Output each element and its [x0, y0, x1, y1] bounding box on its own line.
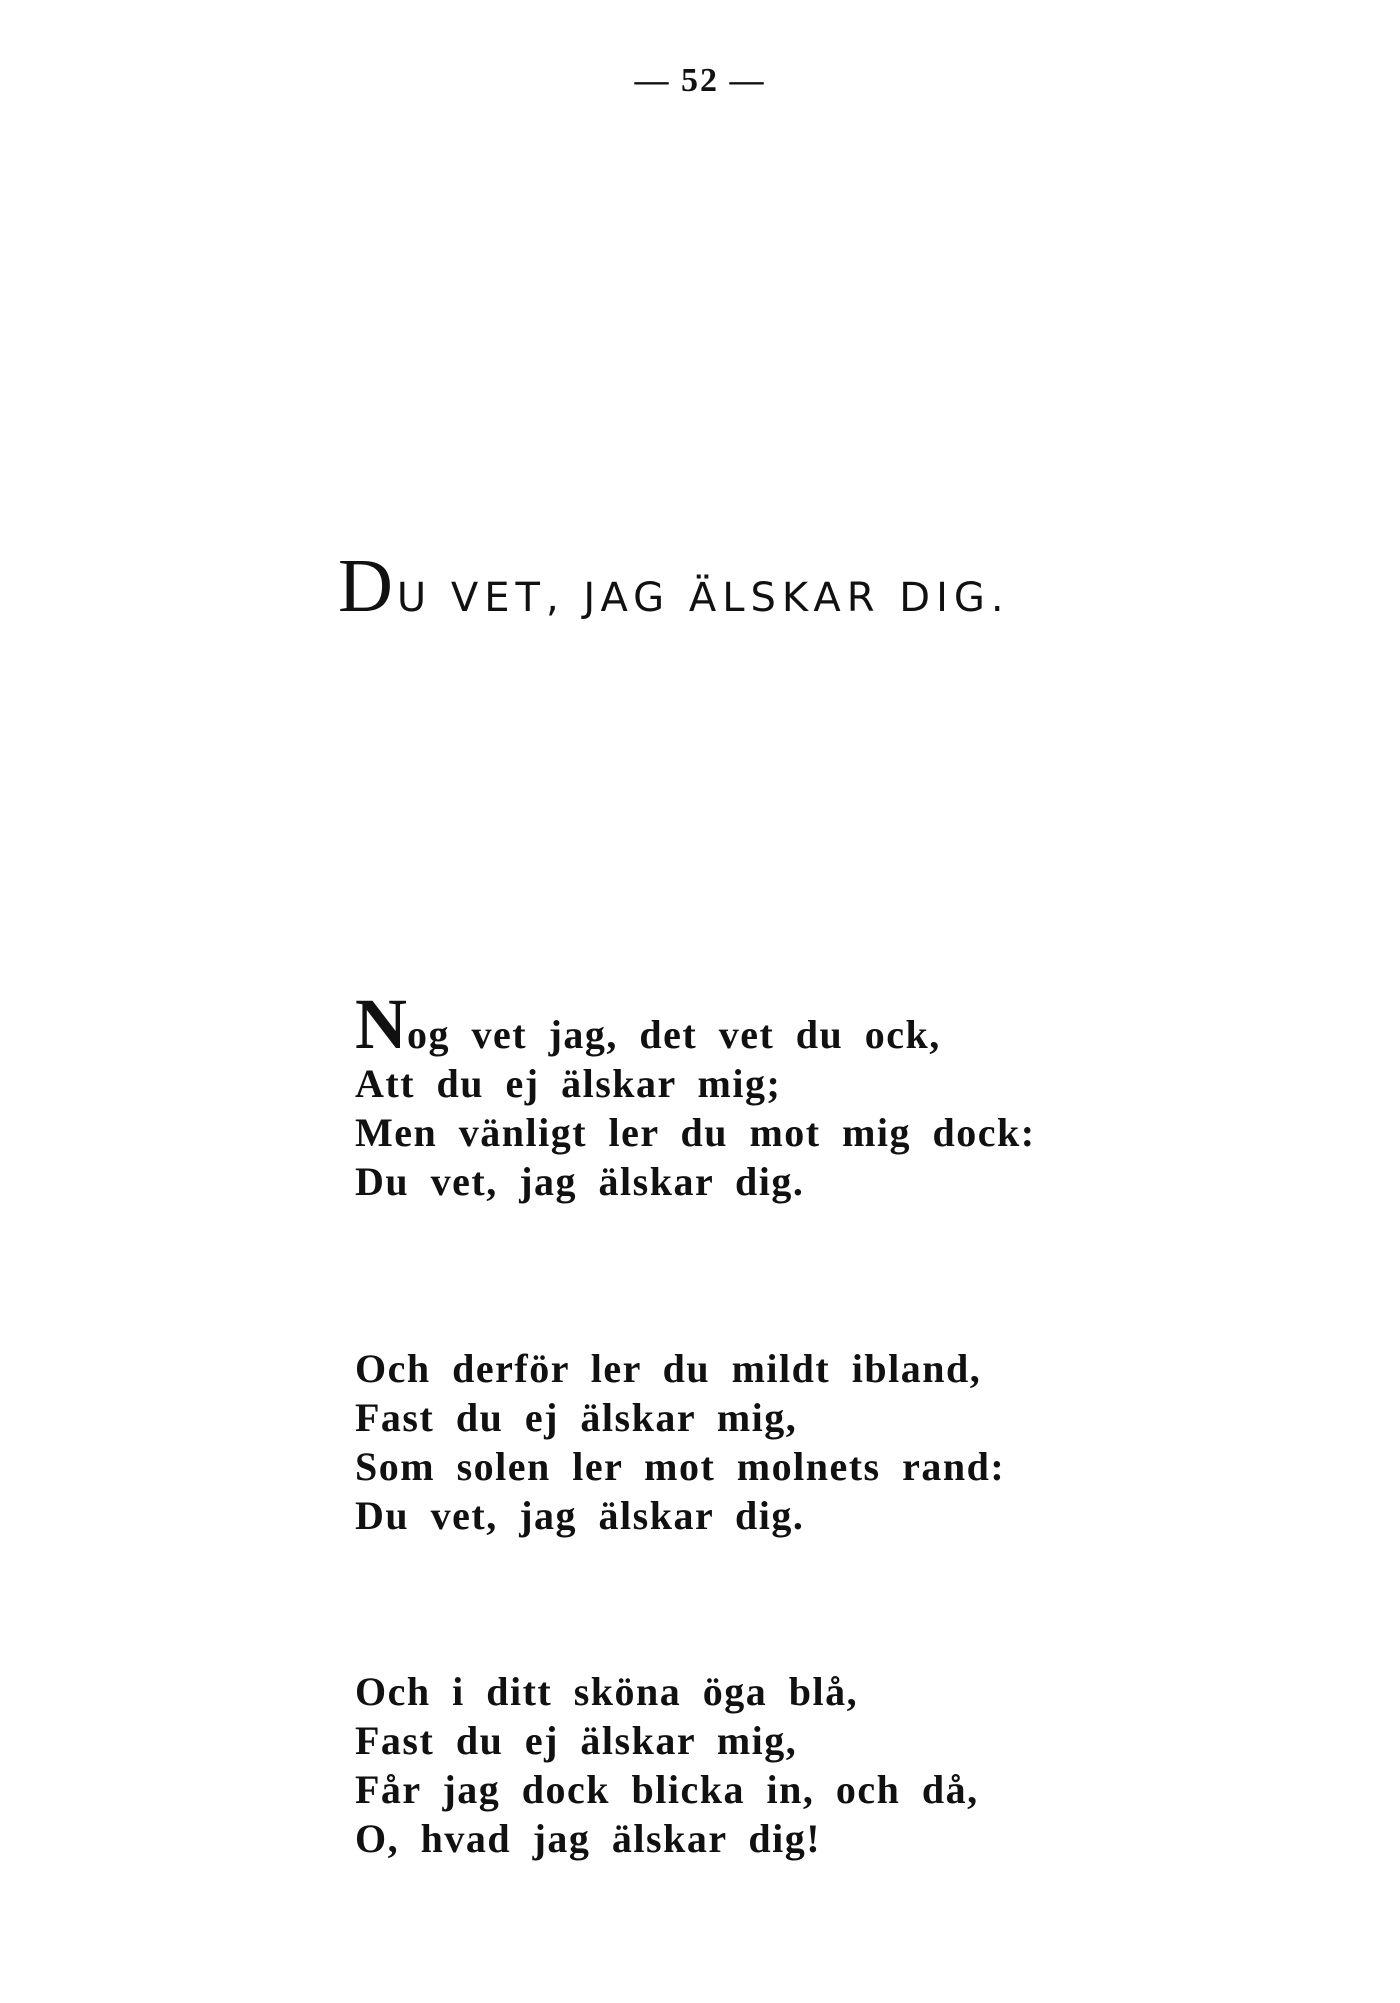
stanza-2-line-3: Som solen ler mot molnets rand: [355, 1444, 1006, 1489]
drop-cap-initial: N [355, 984, 407, 1064]
stanza-1-line-4: Du vet, jag älskar dig. [355, 1159, 805, 1204]
stanza-1-line-2: Att du ej älskar mig; [355, 1061, 782, 1106]
stanza-3-line-4: O, hvad jag älskar dig! [355, 1816, 822, 1861]
stanza-1-line-1 [355, 984, 1155, 1064]
stanza-1 [355, 984, 1155, 1206]
stanza-3-line-3: Får jag dock blicka in, och då, [355, 1767, 979, 1812]
poem-title-text: U VET, JAG ÄLSKAR DIG. [396, 575, 1010, 621]
stanza-3 [355, 1667, 1155, 1863]
stanza-2-line-1: Och derför ler du mildt ibland, [355, 1346, 982, 1391]
stanza-1-line-1-text: og vet jag, det vet du ock, [407, 1012, 941, 1057]
poem-title-initial: D [338, 544, 393, 628]
stanza-1-line-3: Men vänligt ler du mot mig dock: [355, 1110, 1036, 1155]
stanza-3-line-2: Fast du ej älskar mig, [355, 1718, 798, 1763]
stanza-3-line-1: Och i ditt sköna öga blå, [355, 1669, 859, 1714]
stanza-2-line-4: Du vet, jag älskar dig. [355, 1493, 805, 1538]
stanza-2-line-2: Fast du ej älskar mig, [355, 1395, 798, 1440]
page-number: — 52 — [634, 62, 766, 99]
poem-title [338, 544, 1198, 628]
stanza-2 [355, 1344, 1155, 1540]
